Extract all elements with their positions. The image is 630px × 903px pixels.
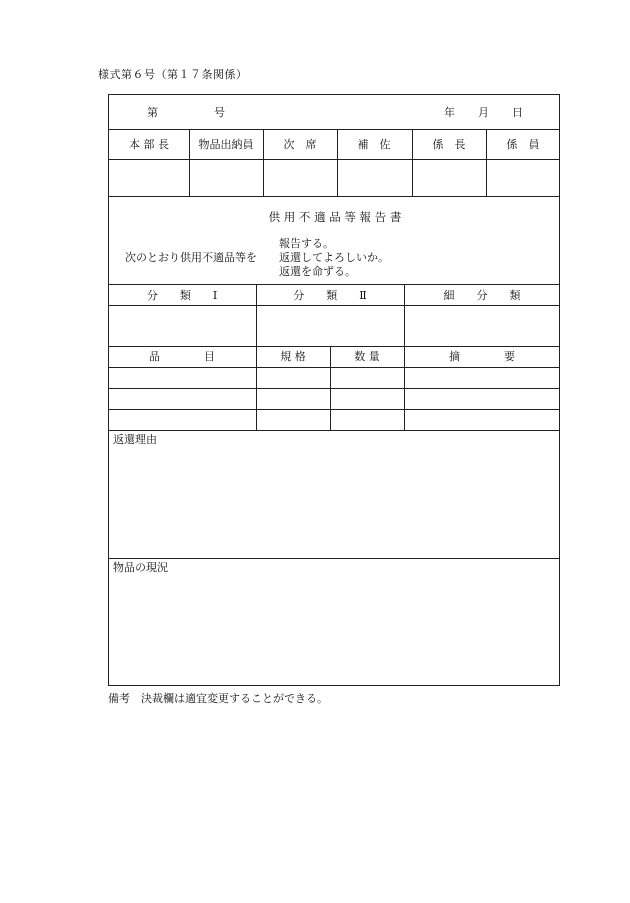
approval-header-deputy: 次 席 [283,138,317,151]
divider [109,305,559,306]
approval-stamp-cell[interactable] [190,160,263,196]
approval-header-assistant: 補 佐 [357,138,391,151]
number-suffix: 号 [214,106,225,119]
number-prefix: 第 [147,106,158,119]
divider [109,346,559,347]
approval-stamp-cell[interactable] [413,160,486,196]
statement-option-return-order: 返還を命ずる。 [279,265,356,278]
spec-header: 規 格 [280,350,306,363]
item-name-header: 品 目 [149,350,215,363]
form-number-label: 様式第６号（第１７条関係） [98,68,248,81]
statement-lead: 次のとおり供用不適品等を [125,251,257,264]
approval-stamp-cell[interactable] [264,160,337,196]
approval-stamp-cell[interactable] [338,160,412,196]
divider [109,129,559,130]
remarks-header: 摘 要 [449,350,515,363]
year-label: 年 [444,106,455,119]
divider [109,196,559,197]
day-label: 日 [512,106,523,119]
divider [109,430,559,431]
approval-header-property-officer: 物品出納員 [198,138,254,151]
return-reason-label: 返還理由 [113,433,157,446]
quantity-header: 数 量 [354,350,380,363]
sub-classification-header: 細 分 類 [443,289,521,302]
approval-stamp-cell[interactable] [487,160,560,196]
divider [109,409,559,410]
statement-option-return-request: 返還してよろしいか。 [279,251,389,264]
document-title: 供 用 不 適 品 等 報 告 書 [268,210,402,224]
divider [330,346,331,430]
divider [109,367,559,368]
divider [109,558,559,559]
approval-header-staff: 係 員 [506,138,540,151]
approval-header-director: 本 部 長 [129,138,169,151]
divider [109,388,559,389]
divider [256,284,257,430]
report-form [108,94,560,686]
statement-option-report: 報告する。 [279,237,334,250]
remarks-note: 備考 決裁欄は適宜変更することができる。 [108,692,328,705]
divider [109,284,559,285]
divider [404,284,405,430]
item-status-label: 物品の現況 [113,561,168,574]
approval-stamp-cell[interactable] [109,160,189,196]
approval-header-chief: 係 長 [432,138,466,151]
classification-1-header: 分 類 Ⅰ [146,289,218,302]
classification-2-header: 分 類 Ⅱ [293,289,367,302]
month-label: 月 [478,106,489,119]
